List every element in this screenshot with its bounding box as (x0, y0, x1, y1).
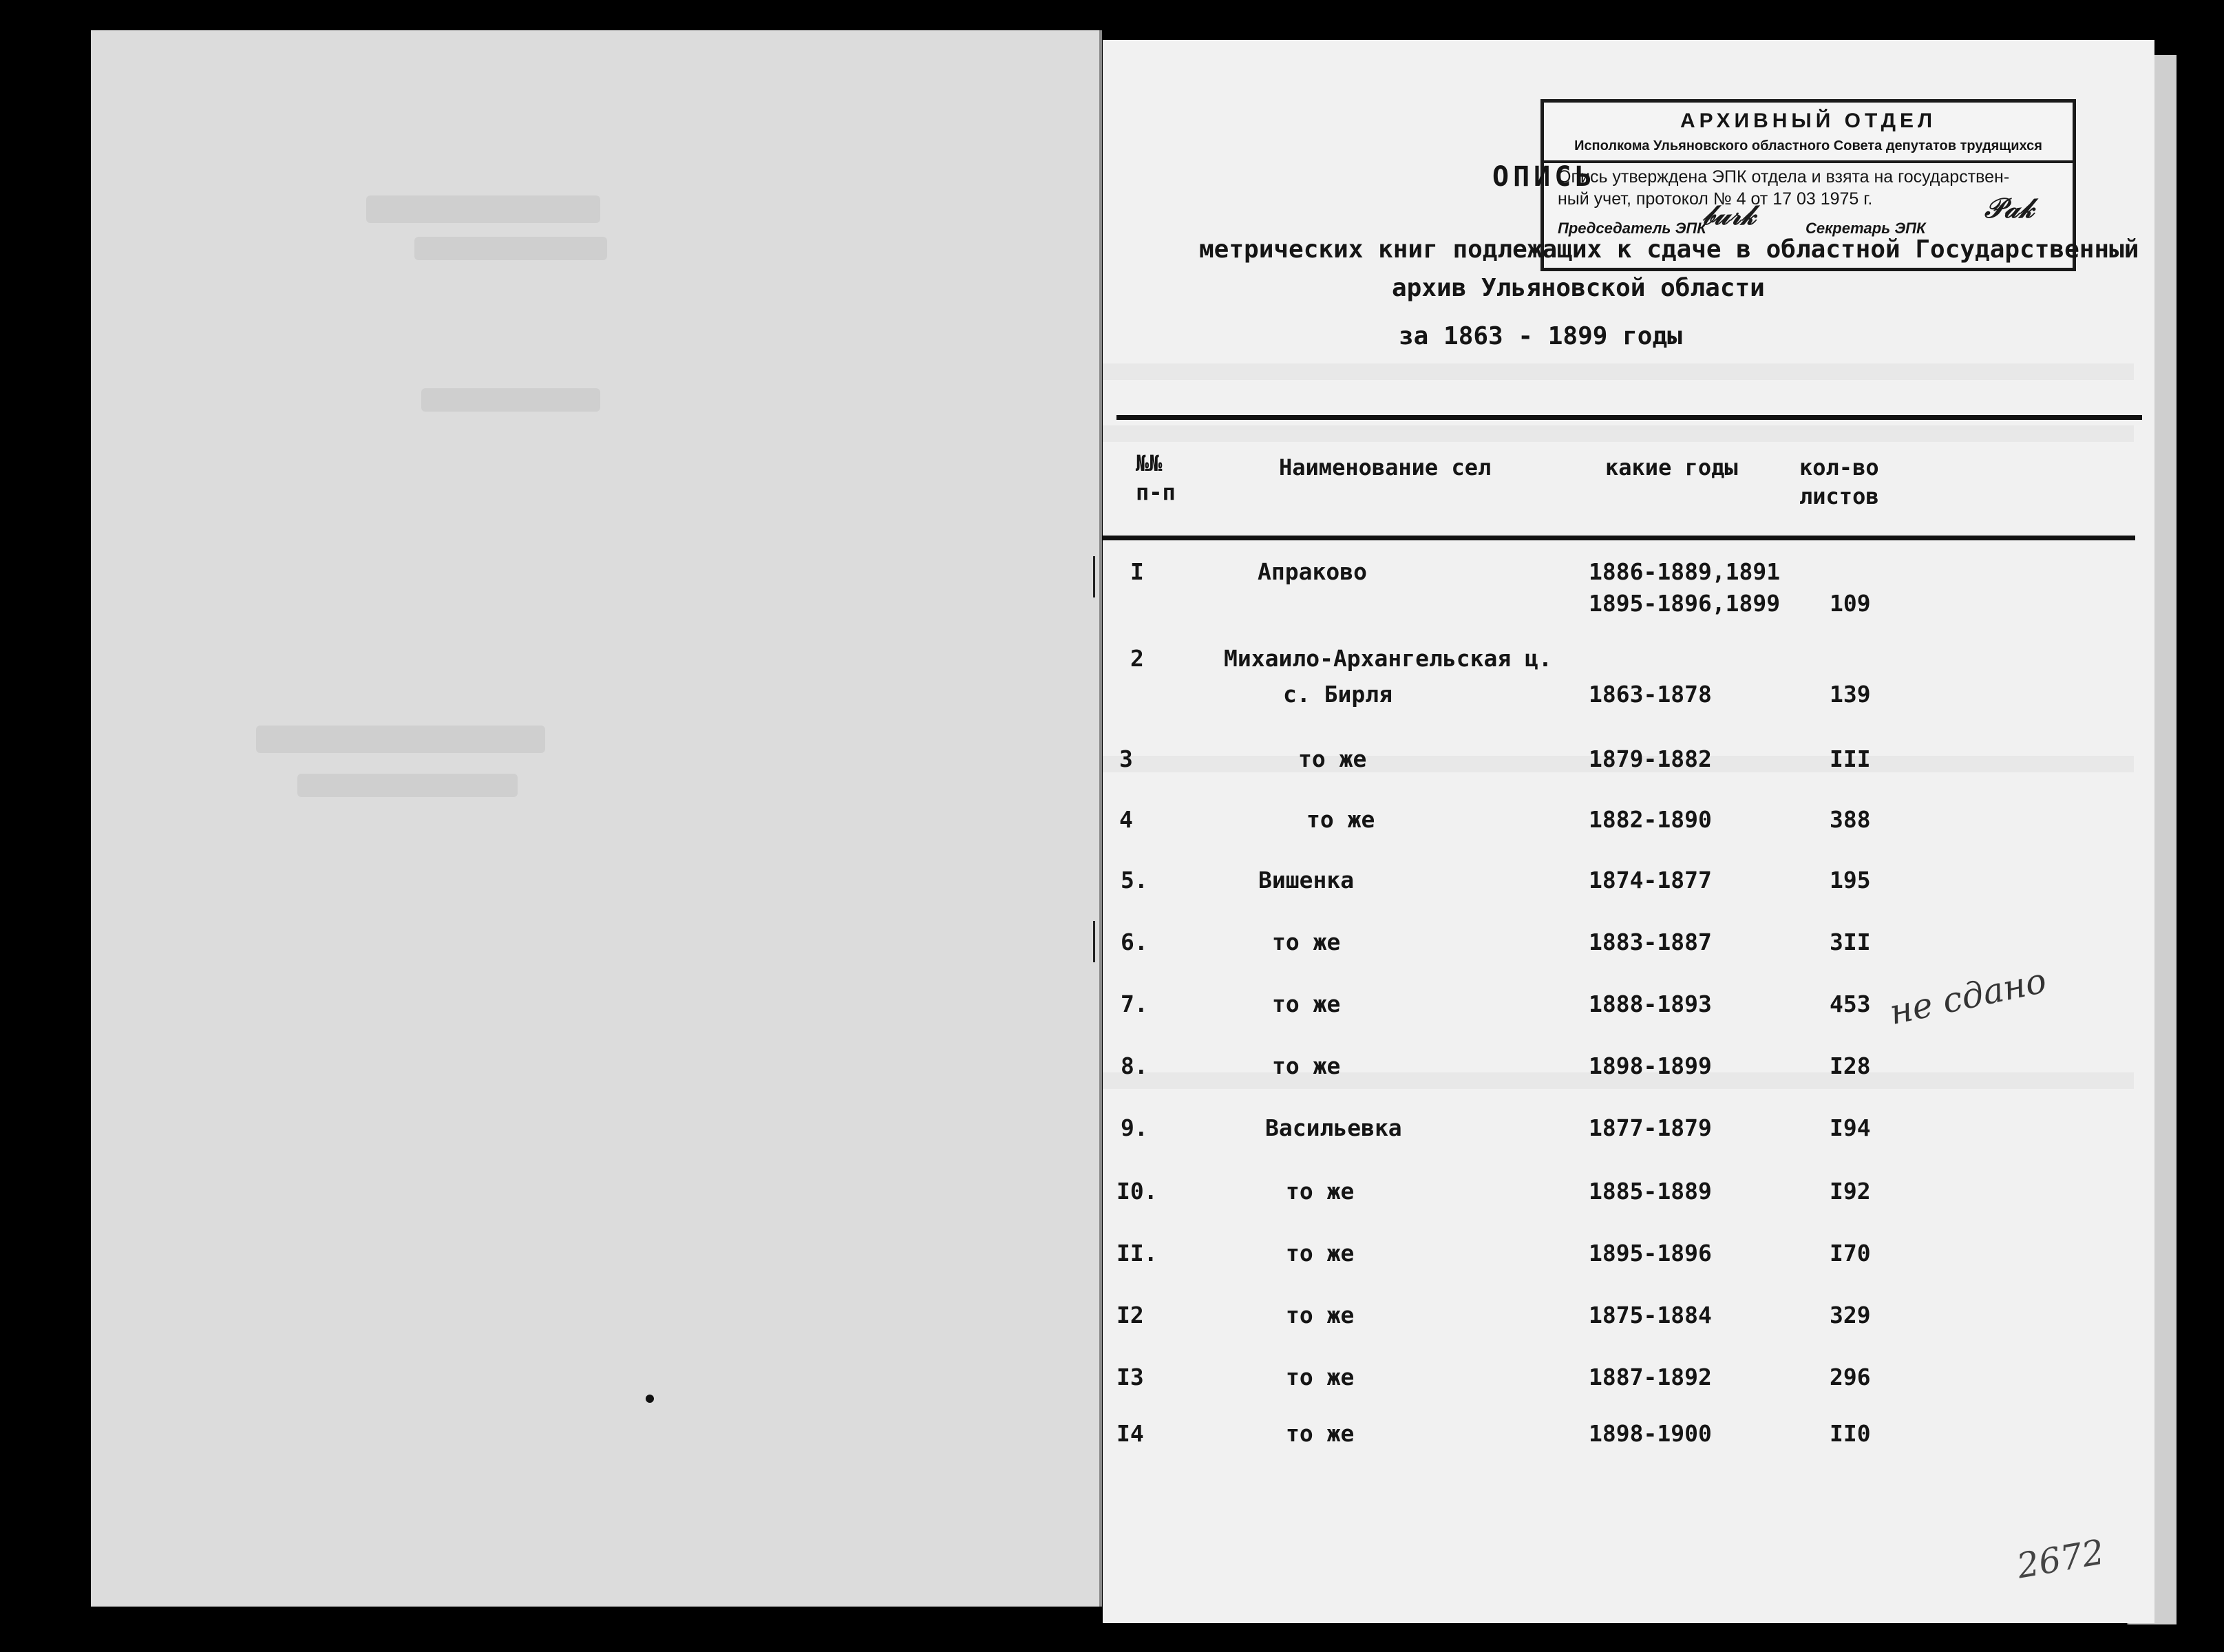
row-number: 8. (1121, 1052, 1148, 1079)
row-number: II. (1116, 1240, 1158, 1267)
chair-signature: 𝒷𝓊𝓇𝓀 (1702, 199, 1756, 231)
document-heading-line2: архив Ульяновской области (1392, 274, 1765, 302)
row-number: 4 (1119, 806, 1133, 833)
bleed-through-text (414, 237, 607, 260)
row-sheets: I92 (1830, 1178, 1871, 1205)
ink-spot (646, 1395, 654, 1403)
row-sheets: 329 (1830, 1302, 1871, 1328)
stamp-protocol-line: ный учет, протокол № 4 от 17 03 1975 г. (1558, 189, 1873, 209)
row-number: 6. (1121, 929, 1148, 955)
row-village: то же (1306, 806, 1375, 833)
row-village: то же (1272, 1052, 1341, 1079)
row-years: 1875-1884 (1589, 1302, 1712, 1328)
row-number: I0. (1116, 1178, 1158, 1205)
row-village: то же (1298, 745, 1367, 772)
secretary-signature: 𝒫𝒶𝓀 (1984, 192, 2035, 224)
archive-number: 2672 (2013, 1532, 2108, 1587)
row-village: то же (1286, 1420, 1355, 1447)
row-village: Вишенка (1258, 867, 1355, 893)
row-sheets: I28 (1830, 1052, 1871, 1079)
stamp-divider (1544, 160, 2073, 163)
row-sheets: I94 (1830, 1114, 1871, 1141)
column-header-years: какие годы (1605, 454, 1738, 480)
column-header-name: Наименование сел (1279, 454, 1492, 480)
handwritten-note: не сдано (1885, 960, 2050, 1032)
table-header-rule (1103, 536, 2135, 540)
row-number: 7. (1121, 991, 1148, 1017)
row-years-continued: 1895-1896,1899 (1589, 590, 1781, 617)
stamp-title: АРХИВНЫЙ ОТДЕЛ (1680, 109, 1937, 132)
row-years: 1883-1887 (1589, 929, 1712, 955)
bleed-through-text (297, 774, 518, 797)
row-years: 1898-1900 (1589, 1420, 1712, 1447)
stamp-approval-line: Опись утверждена ЭПК отдела и взята на государствен- (1558, 167, 2010, 187)
bleed-through-text (421, 388, 600, 412)
row-number: 2 (1130, 645, 1144, 672)
row-sheets: 453 (1830, 991, 1871, 1017)
row-sheets: 388 (1830, 806, 1871, 833)
row-village: то же (1272, 991, 1341, 1017)
stamp-secretary-label: Секретарь ЭПК (1805, 220, 1926, 237)
left-page (91, 30, 1102, 1607)
document-heading-line1: метрических книг подлежащих к сдаче в областной Государственный (1199, 235, 2139, 264)
row-number: I2 (1116, 1302, 1144, 1328)
binding-mark (1093, 921, 1102, 962)
row-village: то же (1286, 1364, 1355, 1390)
column-header-sheets-line1: кол-во (1799, 454, 1879, 480)
right-page (1103, 40, 2154, 1623)
row-number: 9. (1121, 1114, 1148, 1141)
bleed-through-row (1103, 425, 2134, 442)
row-sheets: 139 (1830, 681, 1871, 708)
row-sheets: I70 (1830, 1240, 1871, 1267)
binding-mark (1093, 556, 1102, 597)
column-header-num-line2: п-п (1136, 479, 1176, 505)
row-number: 3 (1119, 745, 1133, 772)
row-years: 1882-1890 (1589, 806, 1712, 833)
row-years: 1879-1882 (1589, 745, 1712, 772)
row-sheets: 195 (1830, 867, 1871, 893)
column-header-num (1136, 449, 1176, 507)
table-top-rule (1116, 415, 2142, 420)
row-village: Апраково (1258, 558, 1367, 585)
row-village: то же (1272, 929, 1341, 955)
bleed-through-text (256, 726, 545, 753)
row-years: 1863-1878 (1589, 681, 1712, 708)
column-header-sheets (1799, 453, 1879, 511)
row-sheets: II0 (1830, 1420, 1871, 1447)
row-number: I (1130, 558, 1144, 585)
row-years: 1888-1893 (1589, 991, 1712, 1017)
row-number: 5. (1121, 867, 1148, 893)
row-village: то же (1286, 1240, 1355, 1267)
row-years: 1877-1879 (1589, 1114, 1712, 1141)
row-sheets: III (1830, 745, 1871, 772)
row-sheets: 296 (1830, 1364, 1871, 1390)
document-title: ОПИСЬ (1492, 161, 1596, 193)
document-period: за 1863 - 1899 годы (1399, 322, 1682, 350)
row-sheets: 109 (1830, 590, 1871, 617)
row-years: 1886-1889,1891 (1589, 558, 1781, 585)
stamp-subtitle: Исполкома Ульяновского областного Совета депутатов трудящихся (1574, 138, 2042, 153)
row-village: то же (1286, 1302, 1355, 1328)
row-years: 1885-1889 (1589, 1178, 1712, 1205)
row-years: 1887-1892 (1589, 1364, 1712, 1390)
row-village: Васильевка (1265, 1114, 1402, 1141)
row-sheets: 3II (1830, 929, 1871, 955)
column-header-num-line1: №№ (1136, 450, 1163, 476)
column-header-sheets-line2: листов (1799, 483, 1879, 509)
bleed-through-text (366, 195, 600, 223)
row-years: 1874-1877 (1589, 867, 1712, 893)
row-number: I4 (1116, 1420, 1144, 1447)
row-years: 1898-1899 (1589, 1052, 1712, 1079)
row-number: I3 (1116, 1364, 1144, 1390)
stamp-chair-label: Председатель ЭПК (1558, 220, 1706, 237)
row-village: то же (1286, 1178, 1355, 1205)
row-village-continued: с. Бирля (1283, 681, 1392, 708)
bleed-through-row (1103, 363, 2134, 380)
row-village: Михаило-Архангельская ц. (1224, 645, 1552, 672)
row-years: 1895-1896 (1589, 1240, 1712, 1267)
